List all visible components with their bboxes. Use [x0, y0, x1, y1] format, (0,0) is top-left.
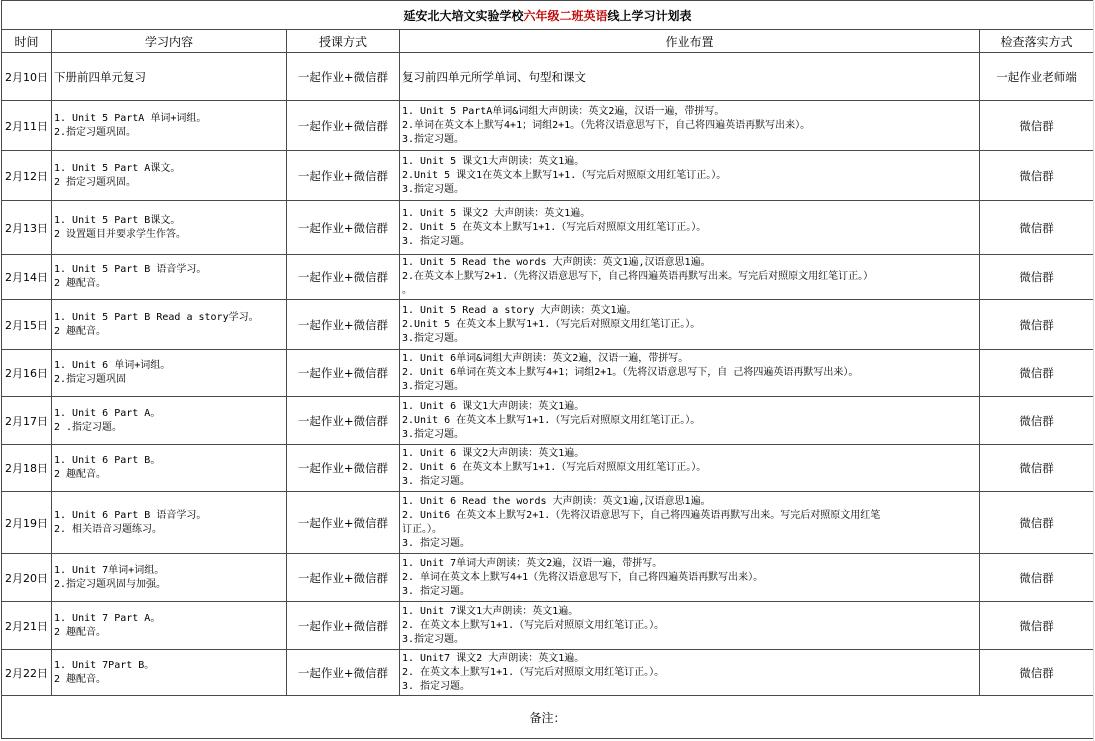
method-cell[interactable]: 一起作业+微信群 — [287, 554, 400, 602]
date-cell[interactable]: 2月18日 — [2, 445, 52, 492]
content-line: 1. Unit 5 Part B 语音学习。 — [54, 264, 207, 275]
homework-line: 1. Unit 6 Read the words 大声朗读：英文1遍,汉语意思1遍。 — [402, 495, 711, 507]
homework-cell[interactable] — [400, 151, 980, 201]
table-row — [2, 201, 1094, 255]
table-row — [2, 300, 1094, 350]
check-cell[interactable]: 微信群 — [980, 350, 1094, 397]
header-time: 时间 — [2, 30, 52, 53]
homework-line: 1. Unit 7课文1大声朗读：英文1遍。 — [402, 605, 579, 617]
date-cell[interactable]: 2月19日 — [2, 492, 52, 554]
homework-line: 1. Unit 5 Read the words 大声朗读：英文1遍,汉语意思1遍。 — [402, 257, 711, 268]
homework-line: 2. Unit 6 在英文本上默写1+1.（写完后对照原文用红笔订正。）。 — [402, 462, 707, 473]
content-cell[interactable] — [52, 151, 287, 201]
homework-line: 2. Unit6 在英文本上默写2+1.（先将汉语意思写下，自己将四遍英语再默写出来。写完后对照原文用红笔 — [402, 509, 881, 521]
method-cell[interactable]: 一起作业+微信群 — [287, 151, 400, 201]
title-highlight: 六年级二班英语 — [523, 8, 608, 23]
method-cell[interactable]: 一起作业+微信群 — [287, 201, 400, 255]
date-cell[interactable]: 2月21日 — [2, 602, 52, 650]
homework-line: 1. Unit 5 课文2 大声朗读：英文1遍。 — [402, 207, 591, 219]
date-cell[interactable]: 2月17日 — [2, 397, 52, 445]
content-cell[interactable] — [52, 300, 287, 350]
table-row — [2, 255, 1094, 300]
content-line: 2 趣配音。 — [54, 325, 107, 337]
content-line: 1. Unit 6 Part B。 — [54, 455, 161, 466]
homework-cell[interactable] — [400, 650, 980, 696]
homework-line: 1. Unit 5 Read a story 大声朗读：英文1遍。 — [402, 304, 637, 316]
homework-line: 1. Unit 6 课文1大声朗读：英文1遍。 — [402, 400, 585, 412]
homework-cell[interactable] — [400, 492, 980, 554]
content-line: 2 指定习题巩固。 — [54, 176, 137, 188]
study-plan-table — [1, 0, 1094, 739]
method-cell[interactable]: 一起作业+微信群 — [287, 101, 400, 151]
date-cell[interactable]: 2月12日 — [2, 151, 52, 201]
method-cell[interactable]: 一起作业+微信群 — [287, 53, 400, 101]
homework-line: 3.指定习题。 — [402, 332, 465, 344]
date-cell[interactable]: 2月22日 — [2, 650, 52, 696]
content-line: 2 设置题目并要求学生作答。 — [54, 228, 187, 240]
content-cell[interactable] — [52, 445, 287, 492]
homework-line: 3. 指定习题。 — [402, 235, 471, 247]
homework-line: 3. 指定习题。 — [402, 476, 471, 487]
method-cell[interactable]: 一起作业+微信群 — [287, 300, 400, 350]
check-cell[interactable]: 微信群 — [980, 650, 1094, 696]
method-cell[interactable]: 一起作业+微信群 — [287, 650, 400, 696]
homework-line: 3.指定习题。 — [402, 133, 465, 145]
table-row — [2, 602, 1094, 650]
check-cell[interactable]: 微信群 — [980, 151, 1094, 201]
homework-line: 3. 指定习题。 — [402, 537, 471, 549]
sheet-title — [2, 1, 1094, 30]
homework-line: 2.Unit 5 课文1在英文本上默写1+1.（写完后对照原文用红笔订正。）。 — [402, 169, 727, 181]
homework-line: 复习前四单元所学单词、句型和课文 — [402, 69, 586, 84]
method-cell[interactable]: 一起作业+微信群 — [287, 397, 400, 445]
content-line: 1. Unit 7单词+词组。 — [54, 564, 165, 576]
content-cell[interactable] — [52, 255, 287, 300]
content-line: 2 趣配音。 — [54, 626, 107, 638]
table-row — [2, 492, 1094, 554]
homework-line: 3.指定习题。 — [402, 183, 465, 195]
check-cell[interactable]: 微信群 — [980, 554, 1094, 602]
check-cell[interactable]: 微信群 — [980, 492, 1094, 554]
content-line: 1. Unit 6 单词+词组。 — [54, 360, 171, 371]
content-line: 1. Unit 6 Part A。 — [54, 407, 161, 419]
content-line: 2.指定习题巩固。 — [54, 126, 137, 138]
content-line: 1. Unit 5 PartA 单词+词组。 — [54, 112, 207, 124]
homework-line: 3. 指定习题。 — [402, 585, 471, 597]
check-cell[interactable]: 一起作业老师端 — [980, 53, 1094, 101]
note-cell[interactable]: 备注： — [2, 696, 1094, 739]
content-line: 2 趣配音。 — [54, 673, 107, 685]
content-line: 2 趣配音。 — [54, 278, 107, 289]
content-cell[interactable] — [52, 350, 287, 397]
homework-cell[interactable] — [400, 602, 980, 650]
homework-line: 2. 单词在英文本上默写4+1（先将汉语意思写下，自己将四遍英语再默写出来）。 — [402, 571, 764, 583]
content-cell[interactable] — [52, 53, 287, 101]
title-suffix: 线上学习计划表 — [607, 8, 692, 23]
header-row — [2, 30, 1094, 53]
check-cell[interactable]: 微信群 — [980, 602, 1094, 650]
homework-cell[interactable] — [400, 255, 980, 300]
content-line: 2.指定习题巩固 — [54, 374, 127, 385]
check-cell[interactable]: 微信群 — [980, 445, 1094, 492]
homework-line: 3.指定习题。 — [402, 633, 465, 645]
content-cell[interactable] — [52, 101, 287, 151]
homework-line: 3.指定习题。 — [402, 381, 465, 392]
content-cell[interactable] — [52, 201, 287, 255]
homework-line: 2.Unit 5 在英文本上默写1+1.（写完后对照原文用红笔订正。）。 — [402, 318, 701, 330]
header-method: 授课方式 — [287, 30, 400, 53]
content-cell[interactable] — [52, 650, 287, 696]
check-cell[interactable]: 微信群 — [980, 255, 1094, 300]
date-cell[interactable]: 2月15日 — [2, 300, 52, 350]
homework-cell[interactable] — [400, 300, 980, 350]
method-cell[interactable]: 一起作业+微信群 — [287, 255, 400, 300]
homework-line: 1. Unit 6单词&词组大声朗读：英文2遍，汉语一遍，带拼写。 — [402, 353, 689, 364]
title-row — [2, 1, 1094, 30]
sheet-gridline — [1093, 0, 1094, 741]
header-content: 学习内容 — [52, 30, 287, 53]
check-cell[interactable]: 微信群 — [980, 300, 1094, 350]
homework-line: 。 — [402, 285, 412, 296]
date-cell[interactable]: 2月13日 — [2, 201, 52, 255]
note-row — [2, 696, 1094, 739]
table-row — [2, 554, 1094, 602]
method-cell[interactable]: 一起作业+微信群 — [287, 350, 400, 397]
homework-line: 3. 指定习题。 — [402, 680, 471, 692]
title-prefix: 延安北大培文实验学校 — [403, 8, 524, 23]
table-row — [2, 151, 1094, 201]
header-check: 检查落实方式 — [980, 30, 1094, 53]
homework-line: 1. Unit 5 课文1大声朗读：英文1遍。 — [402, 155, 585, 167]
content-cell[interactable] — [52, 554, 287, 602]
homework-cell[interactable] — [400, 53, 980, 101]
homework-line: 2.Unit 6 在英文本上默写1+1.（写完后对照原文用红笔订正。）。 — [402, 414, 701, 426]
date-cell[interactable]: 2月14日 — [2, 255, 52, 300]
homework-cell[interactable] — [400, 397, 980, 445]
homework-line: 2.单词在英文本上默写4+1；词组2+1。（先将汉语意思写下，自己将四遍英语再默写出来）。 — [402, 119, 811, 131]
homework-line: 1. Unit7 课文2 大声朗读：英文1遍。 — [402, 652, 585, 664]
homework-line: 2.在英文本上默写2+1.（先将汉语意思写下，自己将四遍英语再默写出来。写完后对照原文用红笔订正。） — [402, 271, 874, 282]
homework-cell[interactable] — [400, 554, 980, 602]
content-line: 下册前四单元复习 — [54, 69, 146, 84]
date-cell[interactable]: 2月11日 — [2, 101, 52, 151]
content-line: 1. Unit 5 Part B Read a story学习。 — [54, 311, 259, 323]
content-line: 1. Unit 6 Part B 语音学习。 — [54, 509, 207, 521]
content-cell[interactable] — [52, 602, 287, 650]
homework-line: 2. Unit 5 在英文本上默写1+1.（写完后对照原文用红笔订正。）。 — [402, 221, 707, 233]
table-row — [2, 650, 1094, 696]
homework-line: 1. Unit 6 课文2大声朗读：英文1遍。 — [402, 448, 585, 459]
date-cell[interactable]: 2月10日 — [2, 53, 52, 101]
homework-cell[interactable] — [400, 101, 980, 151]
content-line: 2 .指定习题。 — [54, 421, 123, 433]
content-line: 2. 相关语音习题练习。 — [54, 523, 163, 535]
check-cell[interactable]: 微信群 — [980, 201, 1094, 255]
content-cell[interactable] — [52, 397, 287, 445]
homework-cell[interactable] — [400, 445, 980, 492]
date-cell[interactable]: 2月16日 — [2, 350, 52, 397]
date-cell[interactable]: 2月20日 — [2, 554, 52, 602]
method-cell[interactable]: 一起作业+微信群 — [287, 492, 400, 554]
homework-line: 1. Unit 7单词大声朗读：英文2遍，汉语一遍，带拼写。 — [402, 557, 663, 569]
content-line: 1. Unit 7 Part A。 — [54, 612, 161, 624]
table-row — [2, 101, 1094, 151]
homework-line: 2. 在英文本上默写1+1.（写完后对照原文用红笔订正。）。 — [402, 619, 665, 631]
homework-cell[interactable] — [400, 201, 980, 255]
content-line: 1. Unit 5 Part A课文。 — [54, 162, 181, 174]
homework-line: 2. Unit 6单词在英文本上默写4+1；词组2+1。（先将汉语意思写下，自 己将四遍英语再默写出来）。 — [402, 367, 859, 378]
homework-cell[interactable] — [400, 350, 980, 397]
content-cell[interactable] — [52, 492, 287, 554]
homework-line: 3.指定习题。 — [402, 428, 465, 440]
table-row — [2, 53, 1094, 101]
table-row — [2, 445, 1094, 492]
homework-line: 2. 在英文本上默写1+1.（写完后对照原文用红笔订正。）。 — [402, 666, 665, 678]
content-line: 1. Unit 5 Part B课文。 — [54, 214, 181, 226]
header-homework: 作业布置 — [400, 30, 980, 53]
table-row — [2, 397, 1094, 445]
method-cell[interactable]: 一起作业+微信群 — [287, 445, 400, 492]
content-line: 2.指定习题巩固与加强。 — [54, 578, 167, 590]
table-row — [2, 350, 1094, 397]
method-cell[interactable]: 一起作业+微信群 — [287, 602, 400, 650]
content-line: 2 趣配音。 — [54, 469, 107, 480]
content-line: 1. Unit 7Part B。 — [54, 659, 155, 671]
check-cell[interactable]: 微信群 — [980, 397, 1094, 445]
homework-line: 订正。）。 — [402, 523, 442, 535]
homework-line: 1. Unit 5 PartA单词&词组大声朗读：英文2遍，汉语一遍，带拼写。 — [402, 105, 725, 117]
check-cell[interactable]: 微信群 — [980, 101, 1094, 151]
